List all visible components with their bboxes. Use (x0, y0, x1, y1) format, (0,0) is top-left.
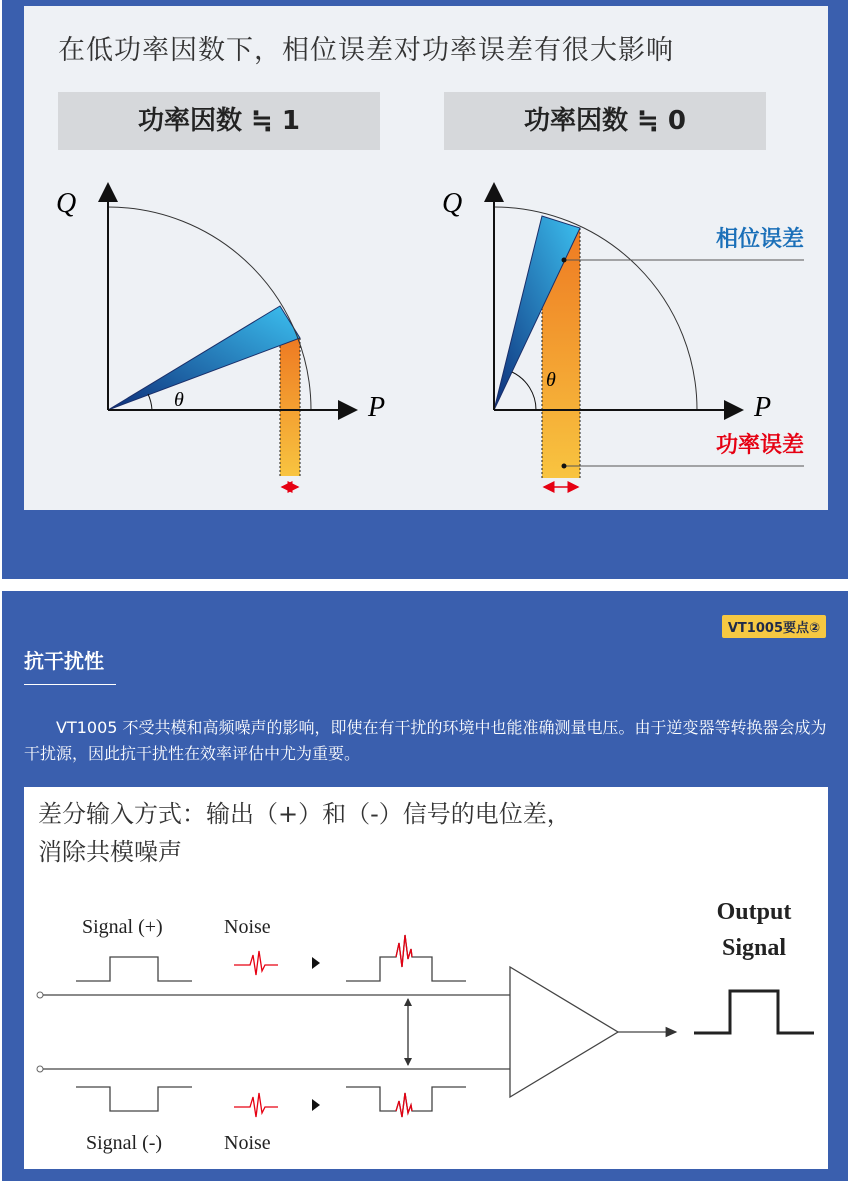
section-title: 抗干扰性 (24, 645, 116, 685)
signal-minus-label: Signal (-) (86, 1132, 163, 1154)
output-waveform (694, 991, 814, 1033)
left-power-bar (280, 338, 300, 476)
power-error-label: 功率误差 (715, 433, 804, 458)
noise-top-waveform (234, 951, 278, 975)
diagram-title-line2: 消除共模噪声 (38, 838, 182, 866)
power-factor-1-label: 功率因数 ≒ 1 (58, 92, 380, 150)
left-theta-label: θ (174, 389, 184, 411)
right-vector-diagram (442, 186, 804, 487)
output-label-line1: Output (716, 899, 792, 925)
power-factor-0-label: 功率因数 ≒ 0 (444, 92, 766, 150)
figure-heading: 在低功率因数下，相位误差对功率误差有很大影响 (58, 35, 674, 66)
right-p-label: P (754, 392, 772, 423)
section-paragraph: VT1005 不受共模和高频噪声的影响，即使在有干扰的环境中也能准确测量电压。由于逆变器等转换器会成为干扰源，因此抗干扰性在效率评估中尤为重要。 (24, 718, 827, 763)
arrow-bottom-icon (312, 1099, 320, 1111)
output-label-line2: Signal (721, 935, 787, 961)
right-theta-label: θ (546, 369, 556, 391)
differential-input-diagram (24, 787, 828, 1169)
top-figure-panel (2, 0, 848, 579)
differential-circuit (24, 787, 828, 1169)
noise-bottom-waveform (234, 1093, 278, 1117)
amplifier-icon (510, 967, 618, 1097)
signal-plus-waveform (76, 957, 192, 981)
diagram-title-line1: 差分输入方式：输出（+）和（-）信号的电位差， (38, 800, 571, 828)
power-factor-figure (24, 6, 828, 510)
noise-immunity-panel (2, 591, 848, 1181)
phase-error-label: 相位误差 (715, 227, 804, 252)
noise-top-label: Noise (224, 916, 271, 938)
point-badge: VT1005要点② (722, 615, 826, 638)
left-p-label: P (368, 392, 386, 423)
noise-bottom-label: Noise (224, 1132, 271, 1154)
vector-diagrams (24, 6, 828, 510)
signal-minus-waveform (76, 1087, 192, 1111)
right-q-label: Q (442, 188, 463, 219)
left-vector-wedge (108, 306, 300, 410)
arrow-top-icon (312, 957, 320, 969)
signal-plus-label: Signal (+) (82, 916, 163, 938)
left-q-label: Q (56, 188, 77, 219)
left-vector-diagram (56, 186, 385, 487)
